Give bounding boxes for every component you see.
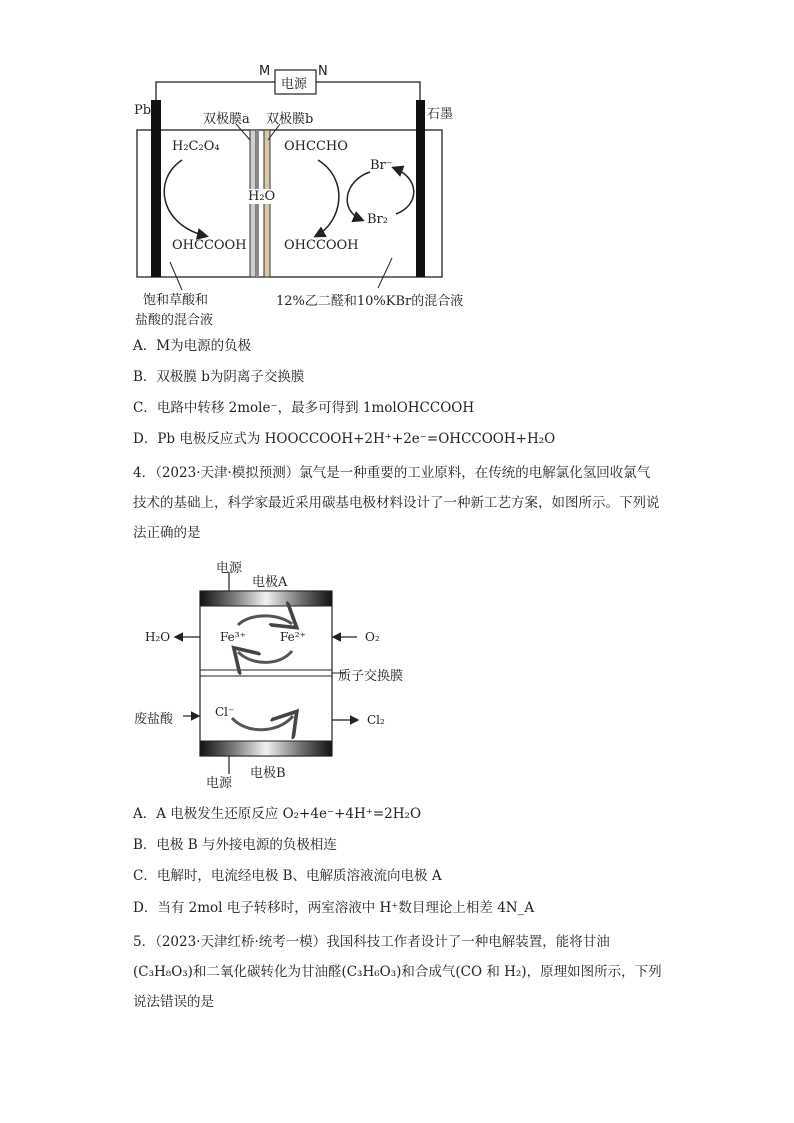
label-o2-in: O₂ [365,630,380,644]
electrolysis-figure-2 [0,550,794,790]
label-membrane-a: 双极膜a [203,112,250,127]
q4-stem: 4．（2023·天津·模拟预测）氯气是一种重要的工业原料，在传统的电解氯化氢回收氯气技术的基础上，科学家最近采用碳基电极材料设计了一种新工艺方案，如图所示。下列说法正确的是 [133,465,660,541]
label-pb: Pb [134,103,152,118]
electrode-b-bar [200,741,332,756]
leader-left-solution [170,262,182,290]
label-fe2: Fe²⁺ [280,630,306,644]
leader-right-solution [378,258,392,288]
label-ohccooh-right: OHCCOOH [284,238,359,253]
q4-option-c: C．电解时，电流经电极 B、电解质溶液流向电极 A [133,868,442,884]
q4-option-a: A．A 电极发生还原反应 O₂+4e⁻+4H⁺=2H₂O [133,806,422,822]
label-membrane-b: 双极膜b [266,112,314,127]
label-h2c2o4: H₂C₂O₄ [172,139,220,154]
label-m: M [259,64,271,79]
graphite-electrode [416,100,425,277]
label-h2o-out: H₂O [145,630,171,644]
caption-left-2: 盐酸的混合液 [135,313,214,328]
figure-1-diagram [0,0,794,335]
q4-option-d: D．当有 2mol 电子转移时，两室溶液中 H⁺数目理论上相差 4N_A [133,900,535,916]
label-br-minus: Br⁻ [370,158,393,173]
label-power-source: 电源 [281,77,308,92]
label-br2: Br₂ [367,212,388,227]
caption-right: 12%乙二醛和10%KBr的混合液 [276,294,464,309]
label-membrane: 质子交换膜 [338,669,404,684]
label-n: N [318,64,328,79]
label-power-top: 电源 [216,561,243,576]
label-electrode-b: 电极B [250,766,286,781]
label-cl-minus: Cl⁻ [215,705,235,719]
q3-option-c: C．电路中转移 2mole⁻，最多可得到 1molOHCCOOH [133,400,475,416]
q3-option-a: A．M为电源的负极 [133,338,252,354]
arrow-right-reaction [316,160,339,236]
q4-option-b: B．电极 B 与外接电源的负极相连 [133,837,337,853]
pb-electrode [151,100,161,277]
label-cl2: Cl₂ [367,713,385,727]
electrode-a-bar [200,591,332,606]
arrow-left-reaction [164,160,206,236]
wire-right [316,82,420,100]
label-power-bottom: 电源 [206,776,233,791]
q3-option-b: B．双极膜 b为阴离子交换膜 [133,369,305,385]
q5-stem: 5．（2023·天津红桥·统考一模）我国科技工作者设计了一种电解装置，能将甘油(C₃H₈O₃)和二氧化碳转化为甘油醛(C₃H₆O₃)和合成气(CO 和 H₂)，原理如图所示，下列说法错误的是 [133,934,662,1010]
label-ohccooh-left: OHCCOOH [172,238,247,253]
q3-option-d: D．Pb 电极反应式为 HOOCCOOH+2H⁺+2e⁻=OHCCOOH+H₂O [133,431,556,447]
label-h2o: H₂O [248,189,276,204]
label-waste-acid: 废盐酸 [134,712,174,727]
wire-left [156,82,275,100]
label-ohccho: OHCCHO [284,139,348,154]
label-electrode-a: 电极A [252,575,288,590]
label-fe3: Fe³⁺ [220,630,246,644]
caption-left-1: 饱和草酸和 [143,293,209,308]
electrolysis-figure-1 [0,0,794,335]
label-graphite: 石墨 [427,107,454,122]
arrow-br-up [394,168,414,214]
